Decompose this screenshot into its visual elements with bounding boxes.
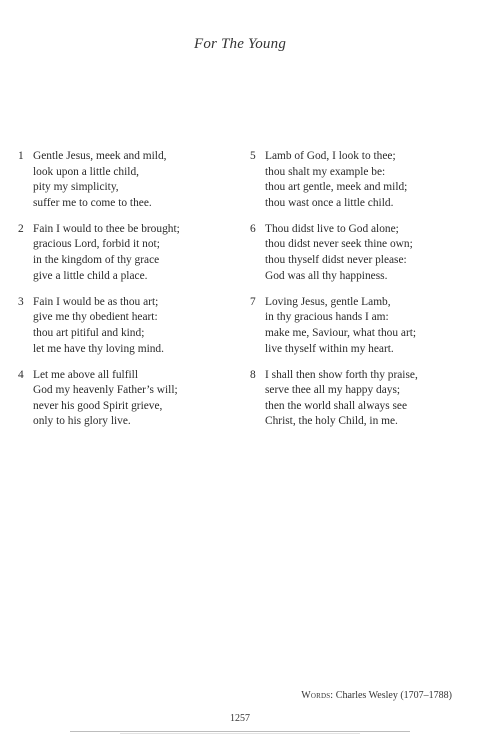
verse-line: look upon a little child, [33,165,139,178]
verse-line: thou art pitiful and kind; [33,326,145,339]
verse-line: God my heavenly Father’s will; [33,384,178,397]
verse-3 [18,295,228,357]
page-bottom-rule [70,731,410,732]
page-number: 1257 [230,713,250,724]
verse-line: thou art gentle, meek and mild; [265,181,408,194]
verse-5 [250,149,460,211]
verse-2 [18,222,228,284]
attribution-text: Charles Wesley (1707–1788) [335,690,452,701]
verse-8 [250,368,460,430]
verse-number: 5 [250,150,256,162]
verse-line: pity my simplicity, [33,181,119,194]
verse-number: 8 [250,368,256,381]
verse-number: 4 [18,368,24,381]
verse-line: Loving Jesus, gentle Lamb, [265,295,391,308]
verse-line: in the kingdom of thy grace [33,254,160,267]
verse-line: thou thyself didst never please: [265,254,407,267]
verse-line: give a little child a place. [33,269,148,282]
verse-line: then the world shall always see [265,399,408,412]
verse-line: Lamb of God, I look to thee; [265,150,396,162]
verse-7 [250,295,460,357]
verse-line: thou shalt my example be: [265,165,386,178]
verse-number: 6 [250,222,256,235]
verse-number: 3 [18,295,24,308]
verse-number: 2 [18,222,24,235]
verse-column-right [250,149,460,441]
verse-line: let me have thy loving mind. [33,342,164,355]
verse-line: never his good Spirit grieve, [33,399,163,412]
verse-line: God was all thy happiness. [265,269,388,282]
verse-line: Fain I would be as thou art; [33,295,159,308]
verse-number: 1 [18,150,24,162]
verse-column-left [18,149,228,441]
verse-number: 7 [250,295,256,308]
attribution [301,690,452,701]
verse-line: give me thy obedient heart: [33,311,158,324]
verse-4 [18,368,228,430]
verse-line: make me, Saviour, what thou art; [265,326,417,339]
verse-line: Let me above all fulfill [33,368,139,381]
attribution-label: Words: [301,690,334,701]
page-title: For The Young [193,36,287,52]
verse-line: suffer me to come to thee. [33,196,152,209]
page-bottom-rule-shadow [120,733,360,734]
verse-line: I shall then show forth thy praise, [265,368,418,381]
verse-line: Gentle Jesus, meek and mild, [33,150,167,162]
verse-1 [18,149,228,211]
verse-line: Christ, the holy Child, in me. [265,415,398,428]
verse-line: Fain I would to thee be brought; [33,222,180,235]
verse-line: serve thee all my happy days; [265,384,401,397]
verse-line: thou wast once a little child. [265,196,394,209]
verse-line: in thy gracious hands I am: [265,311,389,324]
verse-line: Thou didst live to God alone; [265,222,399,235]
verse-line: gracious Lord, forbid it not; [33,238,160,251]
verse-line: thou didst never seek thine own; [265,238,413,251]
verse-line: only to his glory live. [33,415,131,428]
verse-6 [250,222,460,284]
verse-line: live thyself within my heart. [265,342,394,355]
